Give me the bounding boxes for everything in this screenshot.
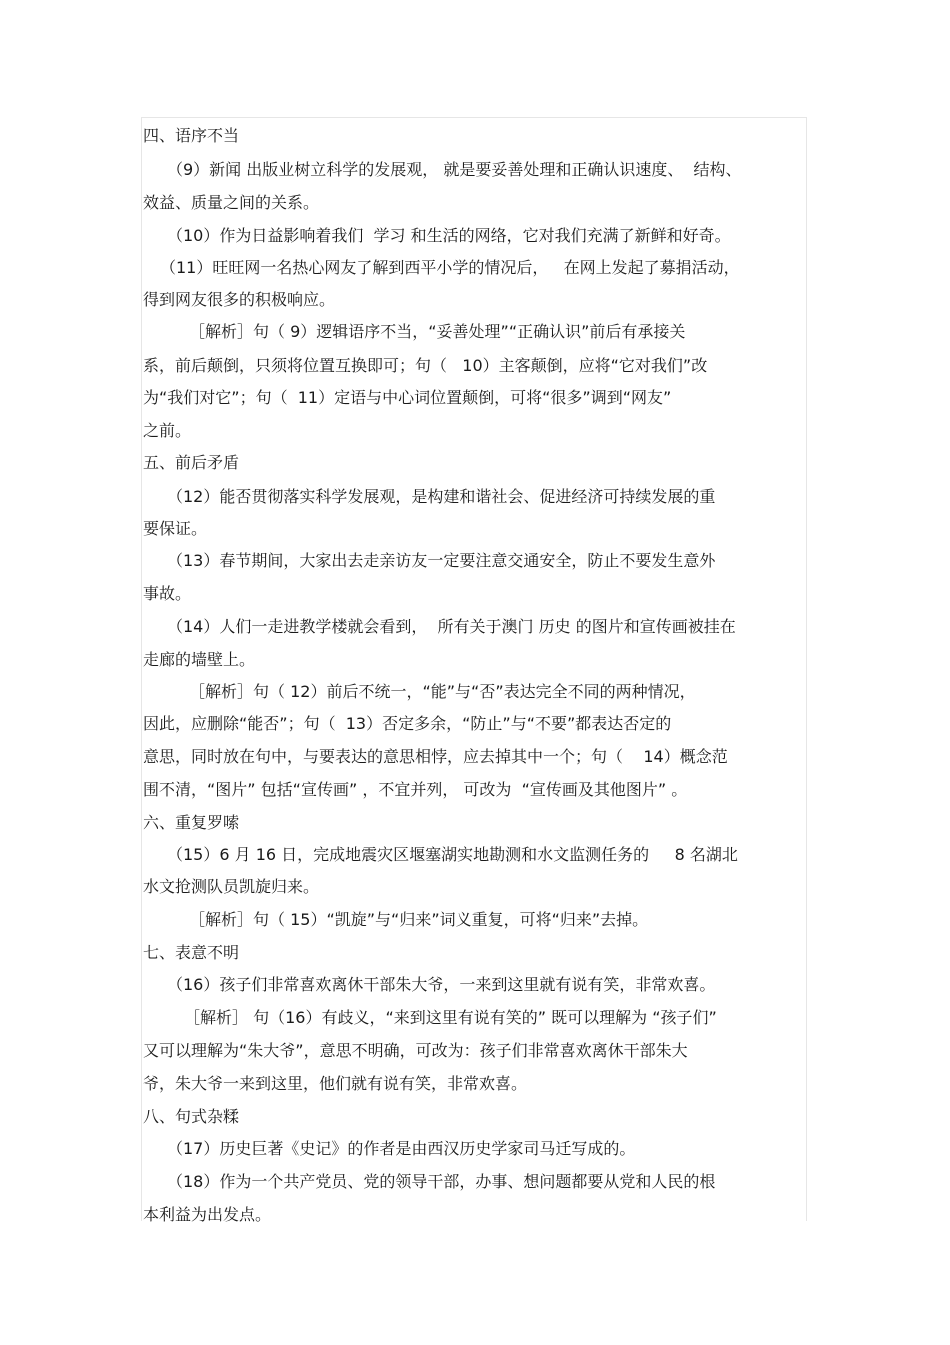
- example-18-line-1: （18）作为一个共产党员、党的领导干部，办事、想问题都要从党和人民的根: [167, 1172, 716, 1191]
- section-heading-6: 六、重复罗嗦: [143, 813, 240, 832]
- analysis-5-line-1: ［解析］句（ 12）前后不统一，“能”与“否”表达完全不同的两种情况，: [189, 682, 696, 701]
- analysis-5-line-3: 意思，同时放在句中，与要表达的意思相悖，应去掉其中一个；句（ 14）概念范: [143, 747, 728, 766]
- section-heading-5: 五、前后矛盾: [143, 453, 240, 472]
- analysis-7-line-3: 爷，朱大爷一来到这里，他们就有说有笑，非常欢喜。: [143, 1074, 528, 1093]
- analysis-5-line-2: 因此，应删除“能否”；句（ 13）否定多余，“防止”与“不要”都表达否定的: [143, 714, 672, 733]
- analysis-7-line-1: ［解析］ 句（16）有歧义，“来到这里有说有笑的” 既可以理解为 “孩子们”: [184, 1008, 717, 1027]
- section-heading-8: 八、句式杂糅: [143, 1107, 240, 1126]
- example-16: （16）孩子们非常喜欢离休干部朱大爷，一来到这里就有说有笑，非常欢喜。: [167, 975, 716, 994]
- example-13-line-2: 事故。: [143, 584, 192, 603]
- analysis-4-line-1: ［解析］句（ 9）逻辑语序不当，“妥善处理”“正确认识”前后有承接关: [189, 322, 686, 341]
- example-15-line-1: （15）6 月 16 日，完成地震灾区堰塞湖实地勘测和水文监测任务的 8 名湖北: [167, 845, 738, 864]
- example-9-line-1: （9）新闻 出版业树立科学的发展观， 就是要妥善处理和正确认识速度、 结构、: [167, 160, 742, 179]
- analysis-4-line-3: 为“我们对它”；句（ 11）定语与中心词位置颠倒，可将“很多”调到“网友”: [143, 388, 672, 407]
- example-15-line-2: 水文抢测队员凯旋归来。: [143, 877, 320, 896]
- analysis-7-line-2: 又可以理解为“朱大爷”，意思不明确，可改为：孩子们非常喜欢离休干部朱大: [143, 1041, 688, 1060]
- analysis-6: ［解析］句（ 15）“凯旋”与“归来”词义重复，可将“归来”去掉。: [189, 910, 649, 929]
- example-14-line-2: 走廊的墙壁上。: [143, 650, 256, 669]
- analysis-4-line-4: 之前。: [143, 421, 192, 440]
- example-9-line-2: 效益、质量之间的关系。: [143, 193, 320, 212]
- example-13-line-1: （13）春节期间，大家出去走亲访友一定要注意交通安全，防止不要发生意外: [167, 551, 716, 570]
- analysis-5-line-4: 围不清，“图片” 包括“宣传画” ，不宜并列， 可改为 “宣传画及其他图片” 。: [143, 780, 688, 799]
- section-heading-7: 七、表意不明: [143, 943, 240, 962]
- example-12-line-2: 要保证。: [143, 519, 208, 538]
- section-heading-4: 四、语序不当: [143, 126, 240, 145]
- example-12-line-1: （12）能否贯彻落实科学发展观，是构建和谐社会、促进经济可持续发展的重: [167, 487, 716, 506]
- example-17: （17）历史巨著《史记》的作者是由西汉历史学家司马迁写成的。: [167, 1139, 636, 1158]
- example-11-line-2: 得到网友很多的积极响应。: [143, 290, 336, 309]
- analysis-4-line-2: 系，前后颠倒，只须将位置互换即可；句（ 10）主客颠倒，应将“它对我们”改: [143, 356, 708, 375]
- example-18-line-2: 本利益为出发点。: [143, 1205, 272, 1224]
- example-14-line-1: （14）人们一走进教学楼就会看到， 所有关于澳门 历史 的图片和宣传画被挂在: [167, 617, 736, 636]
- example-10: （10）作为日益影响着我们 学习 和生活的网络，它对我们充满了新鲜和好奇。: [167, 226, 731, 245]
- example-11-line-1: （11）旺旺网一名热心网友了解到西平小学的情况后， 在网上发起了募捐活动，: [160, 258, 740, 277]
